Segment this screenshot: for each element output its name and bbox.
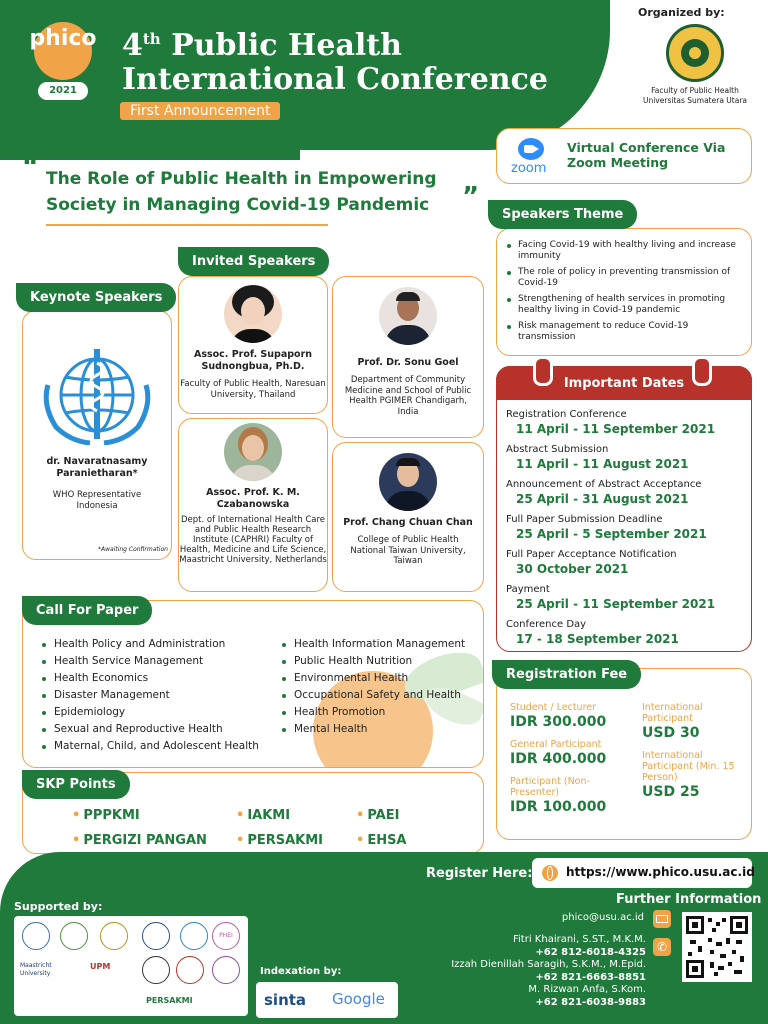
topic-item: Health Policy and Administration [40, 636, 280, 653]
contact-phone[interactable]: +62 812-6018-4325 [535, 946, 646, 958]
further-info-title: Further Information [616, 892, 762, 907]
topic-item: Environmental Health [280, 670, 480, 687]
speaker-affiliation: College of Public Health National Taiwan University, Taiwan [350, 535, 466, 566]
theme-item: Risk management to reduce Covid-19 transmission [506, 321, 742, 343]
google-logo: Google [332, 990, 385, 1008]
skp-item: • PERSAKMI [236, 833, 323, 848]
theme-item: Facing Covid-19 with healthy living and increase immunity [506, 240, 742, 262]
fee-label: International Participant [642, 702, 703, 724]
quote-underline [46, 224, 328, 226]
fee-value: USD 30 [642, 725, 700, 741]
logo-year: 2021 [38, 82, 88, 100]
register-label: Register Here: [426, 866, 533, 881]
keynote-title: Keynote Speakers [16, 283, 176, 312]
cfp-col1 [40, 636, 280, 755]
speakers-theme-list [506, 240, 742, 348]
organizer-line2: Universitas Sumatera Utara [642, 96, 748, 105]
phei-logo-text: PHEI [219, 932, 233, 939]
fee-label: Student / Lecturer [510, 702, 597, 713]
fee-col-intl [642, 702, 746, 809]
avatar [379, 287, 437, 345]
theme-line1: The Role of Public Health in Empowering [46, 169, 437, 189]
zoom-brand: zoom [511, 161, 547, 176]
zoom-line2: Zoom Meeting [567, 155, 669, 170]
date-label: Full Paper Acceptance Notification [506, 549, 677, 560]
important-dates-list [506, 408, 746, 653]
partner-logo [142, 956, 170, 984]
organized-by-label: Organized by: [638, 6, 725, 19]
register-url-box[interactable] [532, 858, 755, 888]
partner-logo [100, 922, 128, 950]
date-value: 17 - 18 September 2021 [516, 632, 679, 646]
registration-fee-title: Registration Fee [492, 660, 641, 689]
partner-logo-phei [212, 922, 240, 950]
title-line2: International Conference [122, 62, 548, 97]
theme-item: The role of policy in preventing transmission of Covid-19 [506, 267, 742, 289]
partner-logo [142, 922, 170, 950]
topic-item: Occupational Safety and Health [280, 687, 480, 704]
fee-value: USD 25 [642, 784, 700, 800]
qr-code [682, 912, 752, 982]
date-value: 25 April - 11 September 2021 [516, 597, 716, 611]
speaker-card-supaporn [178, 276, 328, 414]
fee-col-local [510, 702, 630, 824]
speaker-name: Prof. Dr. Sonu Goel [357, 357, 459, 368]
theme-item: Strengthening of health services in promoting healthy living in Covid-19 pandemic [506, 294, 742, 316]
contact-name: Izzah Dienillah Saragih, S.K.M., M.Epid. [451, 959, 646, 970]
organizer-name [630, 86, 760, 106]
cfp-col2 [280, 636, 480, 738]
title-line1: Public Health [171, 28, 402, 63]
speaker-name: Assoc. Prof. K. M. Czabanowska [206, 487, 300, 510]
topic-item: Health Promotion [280, 704, 480, 721]
topic-item: Public Health Nutrition [280, 653, 480, 670]
partner-logo [212, 956, 240, 984]
speaker-affiliation: Department of Community Medicine and School of Public Health PGIMER Chandigarh, India [344, 375, 472, 417]
announcement-badge: First Announcement [120, 102, 280, 120]
speaker-name: Assoc. Prof. Supaporn Sudnongbua, Ph.D. [193, 349, 313, 372]
topic-item: Epidemiology [40, 704, 280, 721]
speaker-card-goel [332, 276, 484, 438]
theme-quote [46, 166, 437, 218]
logo-text: phico [29, 26, 97, 51]
contact-phone[interactable]: +62 821-6663-8851 [535, 971, 646, 983]
date-label: Full Paper Submission Deadline [506, 514, 663, 525]
date-label: Announcement of Abstract Acceptance [506, 479, 702, 490]
date-value: 25 April - 31 August 2021 [516, 492, 689, 506]
speaker-card-czabanowska [178, 418, 328, 592]
date-value: 30 October 2021 [516, 562, 629, 576]
fee-label: Participant (Non-Presenter) [510, 776, 590, 798]
skp-title: SKP Points [22, 770, 130, 799]
topic-item: Disaster Management [40, 687, 280, 704]
indexation-panel [256, 982, 398, 1018]
conference-title [122, 22, 548, 97]
contact-phone[interactable]: +62 821-6038-9883 [535, 996, 646, 1008]
speaker-card-chan [332, 442, 484, 592]
open-quote: “ [22, 152, 40, 182]
speaker-affiliation: Faculty of Public Health, Naresuan University, Thailand [180, 379, 326, 400]
date-label: Payment [506, 584, 550, 595]
skp-item: • PERGIZI PANGAN [72, 833, 207, 848]
mail-icon [653, 910, 671, 928]
zoom-line1: Virtual Conference Via [567, 140, 726, 155]
skp-item: • PAEI [356, 808, 399, 823]
topic-item: Health Information Management [280, 636, 480, 653]
title-ordinal: 4 [122, 28, 143, 63]
important-dates-title: Important Dates [563, 376, 685, 391]
phone-icon: ✆ [653, 938, 671, 956]
date-label: Registration Conference [506, 409, 627, 420]
skp-item: • EHSA [356, 833, 407, 848]
register-url[interactable]: https://www.phico.usu.ac.id [566, 865, 755, 879]
zoom-camera-icon [518, 138, 544, 160]
topic-item: Mental Health [280, 721, 480, 738]
theme-line2: Society in Managing Covid-19 Pandemic [46, 195, 430, 215]
keynote-name: dr. Navaratnasamy Paranietharan* [46, 456, 148, 479]
organizer-line1: Faculty of Public Health [651, 86, 739, 95]
partner-logo-persakmi: PERSAKMI [146, 996, 193, 1005]
skp-item: • PPPKMI [72, 808, 140, 823]
date-label: Conference Day [506, 619, 587, 630]
fee-value: IDR 100.000 [510, 799, 607, 815]
phico-logo [28, 14, 98, 104]
contact-email[interactable]: phico@usu.ac.id [561, 912, 644, 923]
header-band-accent [0, 120, 300, 160]
partner-logo [176, 956, 204, 984]
contact-name: Fitri Khairani, S.ST., M.K.M. [513, 934, 646, 945]
close-quote: ” [462, 182, 480, 212]
contact-list [400, 934, 646, 1009]
globe-icon [542, 865, 558, 881]
sinta-logo: sinta [264, 991, 307, 1009]
fee-value: IDR 400.000 [510, 751, 607, 767]
date-value: 11 April - 11 September 2021 [516, 422, 716, 436]
speaker-name: Prof. Chang Chuan Chan [343, 517, 473, 528]
invited-title: Invited Speakers [178, 247, 329, 276]
avatar [224, 285, 282, 343]
topic-item: Health Service Management [40, 653, 280, 670]
partner-logo-maastricht: Maastricht University [20, 962, 52, 977]
who-emblem-icon [40, 345, 154, 445]
keynote-affiliation: WHO Representative Indonesia [52, 490, 142, 511]
supported-logos-panel [14, 916, 248, 1016]
partner-logo [22, 922, 50, 950]
zoom-text [567, 140, 725, 170]
avatar [224, 423, 282, 481]
date-value: 11 April - 11 August 2021 [516, 457, 689, 471]
skp-item: • IAKMI [236, 808, 290, 823]
partner-logo [60, 922, 88, 950]
fee-label: General Participant [510, 739, 602, 750]
fee-value: IDR 300.000 [510, 714, 607, 730]
date-value: 25 April - 5 September 2021 [516, 527, 707, 541]
supported-by-title: Supported by: [14, 900, 103, 913]
indexation-title: Indexation by: [260, 966, 342, 977]
topic-item: Sexual and Reproductive Health [40, 721, 280, 738]
speakers-theme-title: Speakers Theme [488, 200, 637, 229]
avatar [379, 453, 437, 511]
title-ordinal-suffix: th [142, 30, 161, 48]
topic-item: Health Economics [40, 670, 280, 687]
contact-name: M. Rizwan Anfa, S.Kom. [528, 984, 646, 995]
usu-seal-icon [666, 24, 724, 82]
topic-item: Maternal, Child, and Adolescent Health [40, 738, 280, 755]
partner-logo [180, 922, 208, 950]
fee-label: International Participant (Min. 15 Person) [642, 750, 735, 783]
call-for-paper-title: Call For Paper [22, 596, 152, 625]
date-label: Abstract Submission [506, 444, 609, 455]
speaker-affiliation: Dept. of International Health Care and Public Health Research Institute (CAPHRI) Faculty of Health, Medicine and Life Science, Maastricht University, Netherlands [179, 515, 327, 565]
keynote-note: *Awaiting Confirmation [98, 546, 168, 553]
partner-logo-upm: UPM [90, 962, 111, 971]
